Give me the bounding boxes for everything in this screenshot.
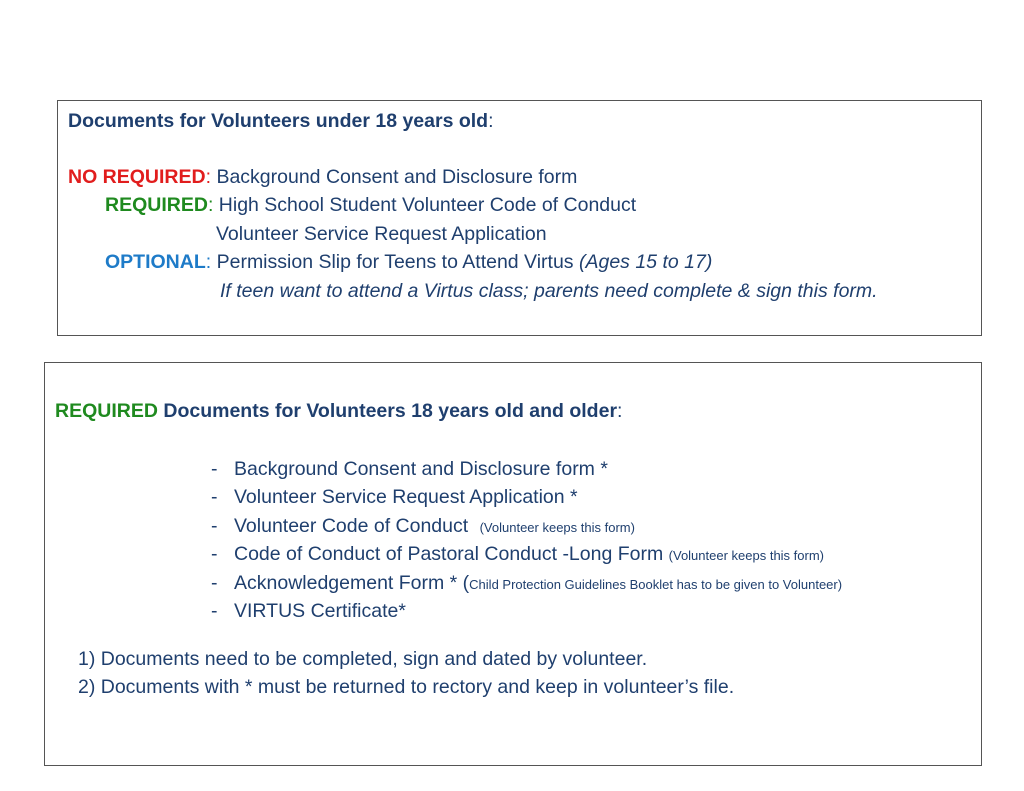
list-item	[234, 571, 842, 597]
under18-heading	[68, 109, 494, 133]
adult-heading	[55, 399, 622, 423]
adult-heading-text: Documents for Volunteers 18 years old and older	[163, 400, 618, 422]
under18-documents-box	[57, 100, 982, 336]
optional-colon: :	[205, 251, 212, 273]
list-dash: -	[211, 600, 218, 622]
optional-item: Permission Slip for Teens to Attend Virtus	[216, 251, 574, 273]
list-item	[234, 514, 635, 540]
optional-note: If teen want to attend a Virtus class; parents need complete & sign this form.	[220, 280, 878, 302]
numbered-note-1: 1) Documents need to be completed, sign and dated by volunteer.	[78, 648, 648, 670]
list-item	[234, 457, 608, 481]
adult-heading-required: REQUIRED	[55, 400, 158, 422]
not-required-item: Background Consent and Disclosure form	[216, 166, 578, 188]
required-row	[105, 193, 636, 217]
not-required-label: NO REQUIRED	[68, 166, 206, 188]
required-colon: :	[207, 194, 214, 216]
list-item-text: Volunteer Code of Conduct	[234, 515, 469, 537]
list-item-text: Acknowledgement Form * (	[234, 572, 470, 594]
under18-heading-colon: :	[488, 110, 494, 132]
required-item-1: High School Student Volunteer Code of Conduct	[218, 194, 637, 216]
adult-heading-colon: :	[617, 400, 623, 422]
list-item-text: VIRTUS Certificate*	[234, 600, 406, 622]
list-item	[234, 599, 406, 623]
required-item-2: Volunteer Service Request Application	[216, 223, 547, 245]
required-item-2-row	[216, 222, 547, 246]
optional-row	[105, 250, 712, 274]
list-item	[234, 485, 578, 509]
list-item-text: Background Consent and Disclosure form *	[234, 458, 608, 480]
list-dash: -	[211, 515, 218, 537]
adult-documents-box	[44, 362, 982, 766]
under18-heading-text: Documents for Volunteers under 18 years old	[68, 110, 489, 132]
list-dash: -	[211, 572, 218, 594]
list-item	[234, 542, 824, 568]
list-item-note: Child Protection Guidelines Booklet has to be given to Volunteer)	[469, 577, 843, 592]
required-label: REQUIRED	[105, 194, 208, 216]
numbered-note-2: 2) Documents with * must be returned to rectory and keep in volunteer’s file.	[78, 676, 735, 698]
optional-label: OPTIONAL	[105, 251, 206, 273]
list-item-note: (Volunteer keeps this form)	[668, 548, 825, 563]
list-dash: -	[211, 458, 218, 480]
list-dash: -	[211, 543, 218, 565]
not-required-row	[68, 165, 577, 189]
list-item-note: (Volunteer keeps this form)	[479, 520, 635, 535]
list-dash: -	[211, 486, 218, 508]
list-item-text: Volunteer Service Request Application *	[234, 486, 578, 508]
list-item-text: Code of Conduct of Pastoral Conduct -Long Form	[234, 543, 664, 565]
not-required-colon: :	[205, 166, 212, 188]
optional-ages: (Ages 15 to 17)	[578, 251, 713, 273]
